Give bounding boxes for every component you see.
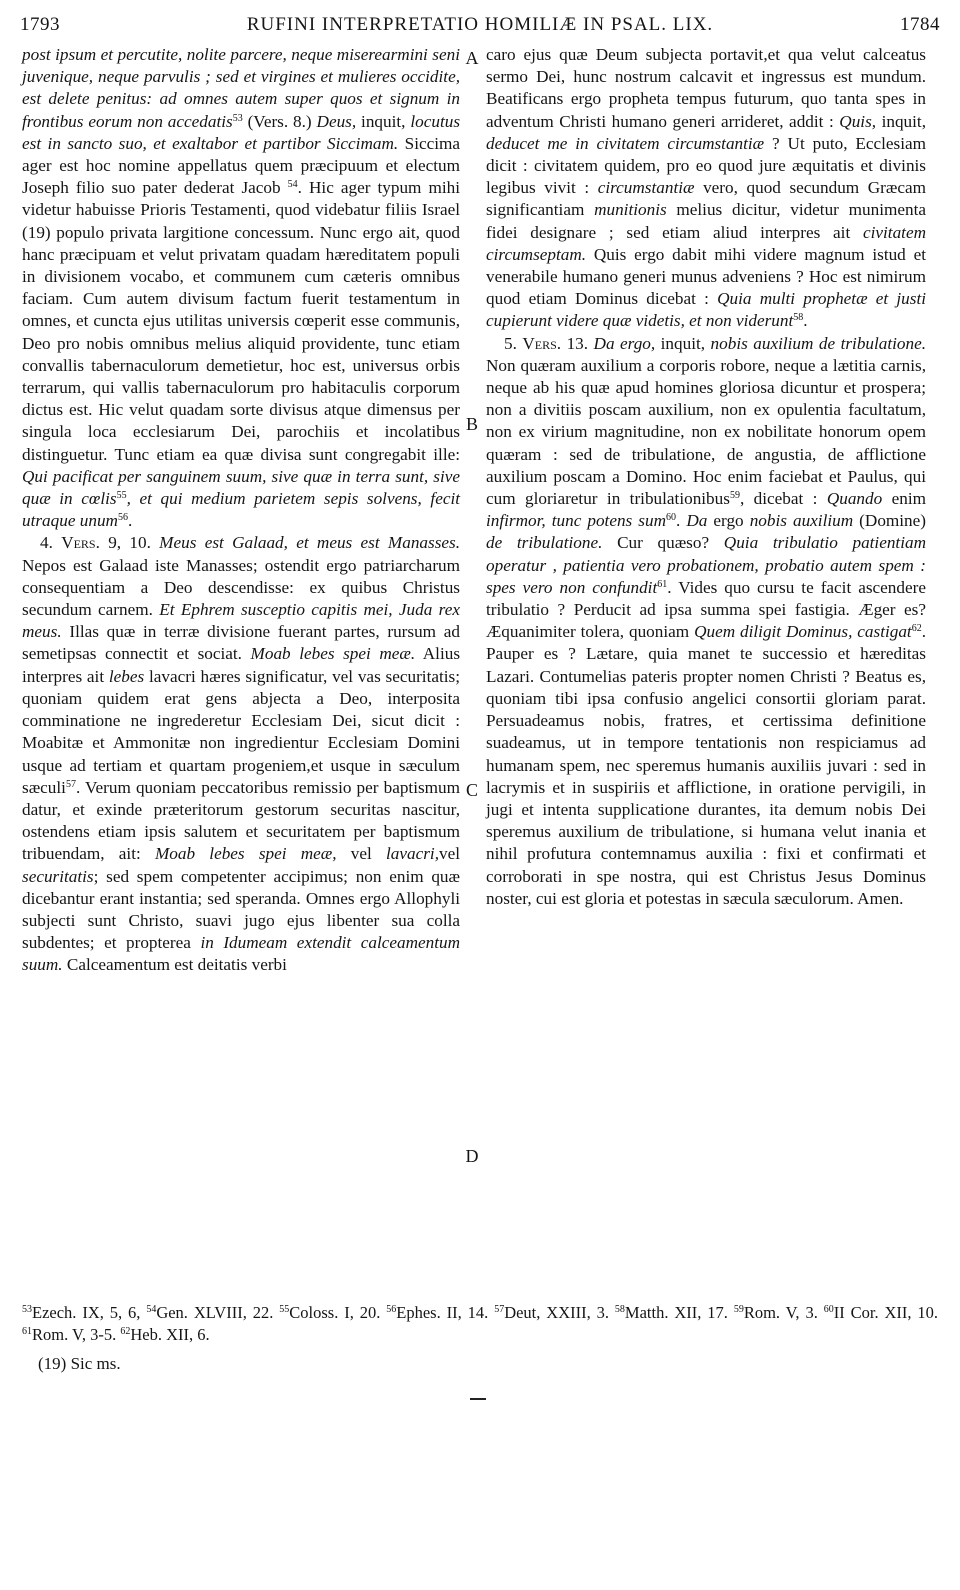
text-run: Da ergo, <box>593 333 656 353</box>
footnote-ref: 59 <box>729 490 740 502</box>
text-run: , dicebat : <box>739 489 827 509</box>
footnote-number: 58 <box>614 1304 625 1315</box>
margin-marker-c: C <box>465 780 478 800</box>
text-run: securitatis <box>22 866 94 886</box>
footnote-number: 55 <box>279 1304 290 1315</box>
text-run: deducet me in civitatem circumstantiæ <box>486 133 765 153</box>
paragraph <box>486 333 926 910</box>
text-run: Quia multi prophetæ et justi cupierunt videre quæ videtis, et non viderunt <box>486 289 926 331</box>
text-run: Alius interpres ait <box>22 644 461 686</box>
footnote-entry <box>22 1325 116 1344</box>
text-run: . 9, 10. <box>95 533 160 553</box>
text-run: caro ejus quæ Deum subjecta portavit,et qua velut calceatus sermo Dei, hunc nostrum calcavit et ingressus est mundum. Beatificans ergo propheta tempus futurum, quo tanta spes in adventum Christi humano generi arrideret, addit : <box>486 45 926 131</box>
left-column <box>22 44 460 977</box>
text-run: 4. <box>40 533 62 553</box>
text-run: Calceamentum est deitatis verbi <box>62 955 287 975</box>
manuscript-note: (19) Sic ms. <box>38 1354 121 1373</box>
margin-marker-d: D <box>465 1146 479 1166</box>
text-run: . <box>676 511 687 531</box>
footnote-number: 53 <box>22 1304 32 1315</box>
text-run: . <box>803 311 808 331</box>
text-run: ; sed spem competenter accipimus; non enim quæ dicebantur erant instantia; sed speranda. Omnes ergo Allophyli subjecti sunt Christo, suavi jugo ejus libenter sua colla subdentes; et propterea <box>22 866 460 953</box>
text-run: Quis, <box>839 111 877 131</box>
footnote-text: II Cor. XII, 10. <box>833 1303 939 1322</box>
text-run: Moab lebes spei meæ, <box>154 844 337 864</box>
text-run: circumstantiæ <box>597 178 695 198</box>
text-run: Nepos est Galaad iste Manasses; ostendit ergo patriarcharum consequentiam a Deo descendisse: ex quibus Christus secundum carnem. <box>22 555 460 620</box>
text-run: vero, quod secundum Græcam significantiam <box>486 178 926 220</box>
text-run: Quia tribulatio patientiam operatur , patientia vero probationem, probatio autem spem : spes vero non confundit <box>486 533 926 597</box>
text-run: . 13. <box>556 333 594 353</box>
paragraph <box>22 44 460 532</box>
text-run: lavacri, <box>386 844 439 864</box>
text-run: . Hic ager typum mihi videtur habuisse Prioris Testamenti, quod videbatur filiis Israel (19) populo privata largitione concessum. Nunc ergo ait, quod hanc præcipuam et velut privatam quadam hæreditatem populi in divisionem vocabo, et communem cum cæteris omnibus faciam. Cum autem divisum factum fuerit testamentum in omnes, et cuncta ejus utilitas universis cœperit esse communis, Deo pro nobis omnibus melius aliquid providente, tunc etiam convallis tabernaculorum demetietur, hoc est, universus orbis terrarum, qui vallis tabernaculorum pro habitaculis corporum dictus est. Hic velut quadam sorte divisus atque dimensus per singula loca ecclesiarum Dei, parochiis et incolatibus distinguetur. Tunc etiam ea quæ divisa sunt congregabit ille: <box>22 178 460 464</box>
text-run: Cur quæso? <box>602 533 724 553</box>
text-run: . Vides quo cursu te facit ascendere tribulatio ? Perducit ad ipsa summa spei fastigia. Æger es? Æquanimiter tolera, quoniam <box>486 577 926 642</box>
text-run: Quem diligit Dominus, castigat <box>694 622 912 642</box>
footnote-number: 54 <box>146 1304 157 1315</box>
footnote-ref: 57 <box>65 778 76 790</box>
running-title: RUFINI INTERPRETATIO HOMILIÆ IN PSAL. LIX. <box>246 14 714 35</box>
footnote-text: Rom. V, 3-5. <box>32 1325 117 1344</box>
text-run: melius dicitur, videtur munimenta fidei designare ; sed etiam aliud interpres ait <box>486 200 926 242</box>
footnote-ref: 54 <box>287 179 298 191</box>
text-run: locutus est in sancto suo, et exaltabor et partibor Siccimam. <box>22 111 461 153</box>
text-run: Deus, <box>316 111 357 131</box>
footnote-entry <box>615 1303 728 1322</box>
footnote-number: 59 <box>733 1304 744 1315</box>
text-run: post ipsum et percutite, nolite parcere, neque miserearmini seni juvenique, neque parvulis ; sed et virgines et mulieres occidite, est delete penitus: ad omnes autem super quos et signum in frontibus eorum non accedatis <box>22 45 460 131</box>
text-run: inquit, <box>655 333 711 353</box>
footnote-ref: 58 <box>793 312 804 324</box>
text-run: ergo <box>707 511 750 531</box>
margin-marker-b: B <box>465 414 478 434</box>
text-run: , et qui medium parietem sepis solvens, fecit utraque unum <box>22 489 461 531</box>
footnote-text: Rom. V, 3. <box>743 1303 818 1322</box>
text-run: Quis ergo dabit mihi videre magnum istud et venerabile humano generi munus adveniens ? Hoc est nimirum quod etiam Dominus dicebat : <box>486 244 926 309</box>
footnote-entry <box>22 1303 140 1322</box>
footnote-entry <box>494 1303 609 1322</box>
footnote-entry <box>120 1325 209 1344</box>
page-number-right: 1784 <box>900 14 940 35</box>
text-run: munitionis <box>594 200 667 220</box>
footnote-number: 62 <box>120 1326 131 1337</box>
footnote-number: 56 <box>386 1304 397 1315</box>
text-run: . Verum quoniam peccatoribus remissio per baptismum datur, et exinde præteritorum gestorum securitas nascitur, ostendens etiam ipsis salutem et securitatem per baptismum tribuendam, ait: <box>22 777 460 864</box>
paragraph <box>22 532 460 976</box>
text-run: Vers <box>522 333 557 353</box>
text-run: Qui pacificat per sanguinem suum, sive quæ in terra sunt, sive quæ in cœlis <box>22 466 460 509</box>
footnote-text: Matth. XII, 17. <box>624 1303 728 1322</box>
text-run: enim <box>882 489 926 509</box>
footnote-entry <box>279 1303 380 1322</box>
page-header <box>20 14 940 40</box>
text-run: Meus est Galaad, et meus est Manasses. <box>159 533 461 553</box>
text-run: (Vers. 8.) <box>242 111 317 131</box>
page-number-left: 1793 <box>20 14 60 35</box>
footnote-text: Gen. XLVIII, 22. <box>156 1303 274 1322</box>
text-run: Da <box>686 511 708 531</box>
text-run: ? Ut puto, Ecclesiam dicit : civitatem quidem, pro eo quod jure æquitatis et divinis legibus vivit : <box>486 133 926 198</box>
footnote-ref: 62 <box>911 623 922 635</box>
text-run: nobis auxilium de tribulatione. <box>710 333 927 353</box>
footnote-number: 60 <box>823 1304 834 1315</box>
text-run: inquit, <box>876 111 927 131</box>
right-column <box>486 44 926 910</box>
text-run: Et Ephrem susceptio capitis mei, Juda rex meus. <box>22 600 460 642</box>
text-run: Vers <box>61 533 96 553</box>
footnote-text: Ezech. IX, 5, 6, <box>32 1303 141 1322</box>
footnote-text: Deut, XXIII, 3. <box>504 1303 609 1322</box>
text-run: Siccima ager est hoc nomine appellatus quem præcipuum et electum Joseph filio suo pater dederat Jacob <box>22 133 460 198</box>
footnote-text: Heb. XII, 6. <box>130 1325 210 1344</box>
text-run: nobis auxilium <box>749 511 854 531</box>
footnotes <box>22 1302 938 1346</box>
text-run: Non quæram auxilium a corporis robore, neque a lætitia carnis, neque ab his quæ apud homines gloriosa dicuntur et prospera; non a divitiis poscam auxilium, non ex opulentia facultatum, non ex virium magnitudine, non ex nobilitate honorum opem quæram : sed de tribulatione, de angustia, de afflictione auxilium poscam a Domino. Hoc enim faciebat et Paulus, qui cum gloriaretur in tribulationibus <box>486 355 926 509</box>
footnote-entry <box>824 1303 938 1322</box>
text-run: . <box>127 511 133 531</box>
text-run: in Idumeam extendit calceamentum suum. <box>22 933 460 975</box>
footnote-entry <box>734 1303 818 1322</box>
text-run: Quando <box>826 489 883 509</box>
text-run: lebes <box>108 666 145 686</box>
footnote-text: Coloss. I, 20. <box>289 1303 381 1322</box>
text-run: Illas quæ in terræ divisione fuerant partes, rursum ad semetipsas connectit et sociat. <box>22 622 460 664</box>
footnote-ref: 55 <box>116 490 127 502</box>
text-run: de tribulatione. <box>486 533 603 553</box>
text-run: civitatem circumseptam. <box>486 222 926 264</box>
footnote-ref: 56 <box>117 512 128 524</box>
footnote-ref: 61 <box>657 578 668 590</box>
text-run: . Pauper es ? Lætare, quia manet te successio et hæreditas Lazari. Contumelias pateris propter nomen Christi ? Beatus es, quoniam tibi ipsa confusio angelici consortii gloriam parat. Persuadeamus nobis, fratres, et certissima definitione suadeamus, ut in tempore tentationis non respiciamus ad humanam spem, nec speremus humanis auxiliis juvari : sed in lacrymis et in suspiriis et afflictione, in oratione pervigili, in jugi et intenta supplicatione durantes, ita demum nobis Dei speremus auxilium de tribulatione, si humana velut inania et nihil profutura contemnamus auxilia : fixi et confirmati et corroborati in spe nostra, qui est Christus Jesus Dominus noster, cui est gloria et potestas in sæcula sæculorum. Amen. <box>486 622 927 908</box>
text-run: 5. <box>504 333 523 353</box>
margin-marker-a: A <box>465 48 479 68</box>
footnote-ref: 60 <box>666 512 676 524</box>
footnote-text: Ephes. II, 14. <box>396 1303 489 1322</box>
footnote-number: 57 <box>494 1304 505 1315</box>
text-run: Moab lebes spei meæ. <box>250 644 416 664</box>
text-run: infirmor, tunc potens sum <box>486 511 666 531</box>
footnote-entry <box>386 1303 488 1322</box>
text-run: inquit, <box>356 111 411 131</box>
footnote-ref: 53 <box>232 112 243 124</box>
text-run: lavacri hæres significatur, vel vas securitatis; quoniam quidem erat gens abjecta a Deo, interposita comminatione ne ingrederetur Ecclesiam Dei, sicut dicit : Moabitæ et Ammonitæ non ingredientur Ecclesiam Domini usque ad tertiam et quartam progeniem,et usque in sæculum sæculi <box>22 666 460 797</box>
text-run: vel <box>336 844 387 864</box>
footnote-number: 61 <box>22 1326 32 1337</box>
text-run: (Domine) <box>853 511 927 531</box>
end-rule <box>470 1398 486 1400</box>
text-run: vel <box>439 844 460 864</box>
paragraph <box>486 44 926 333</box>
footnote-entry <box>146 1303 273 1322</box>
